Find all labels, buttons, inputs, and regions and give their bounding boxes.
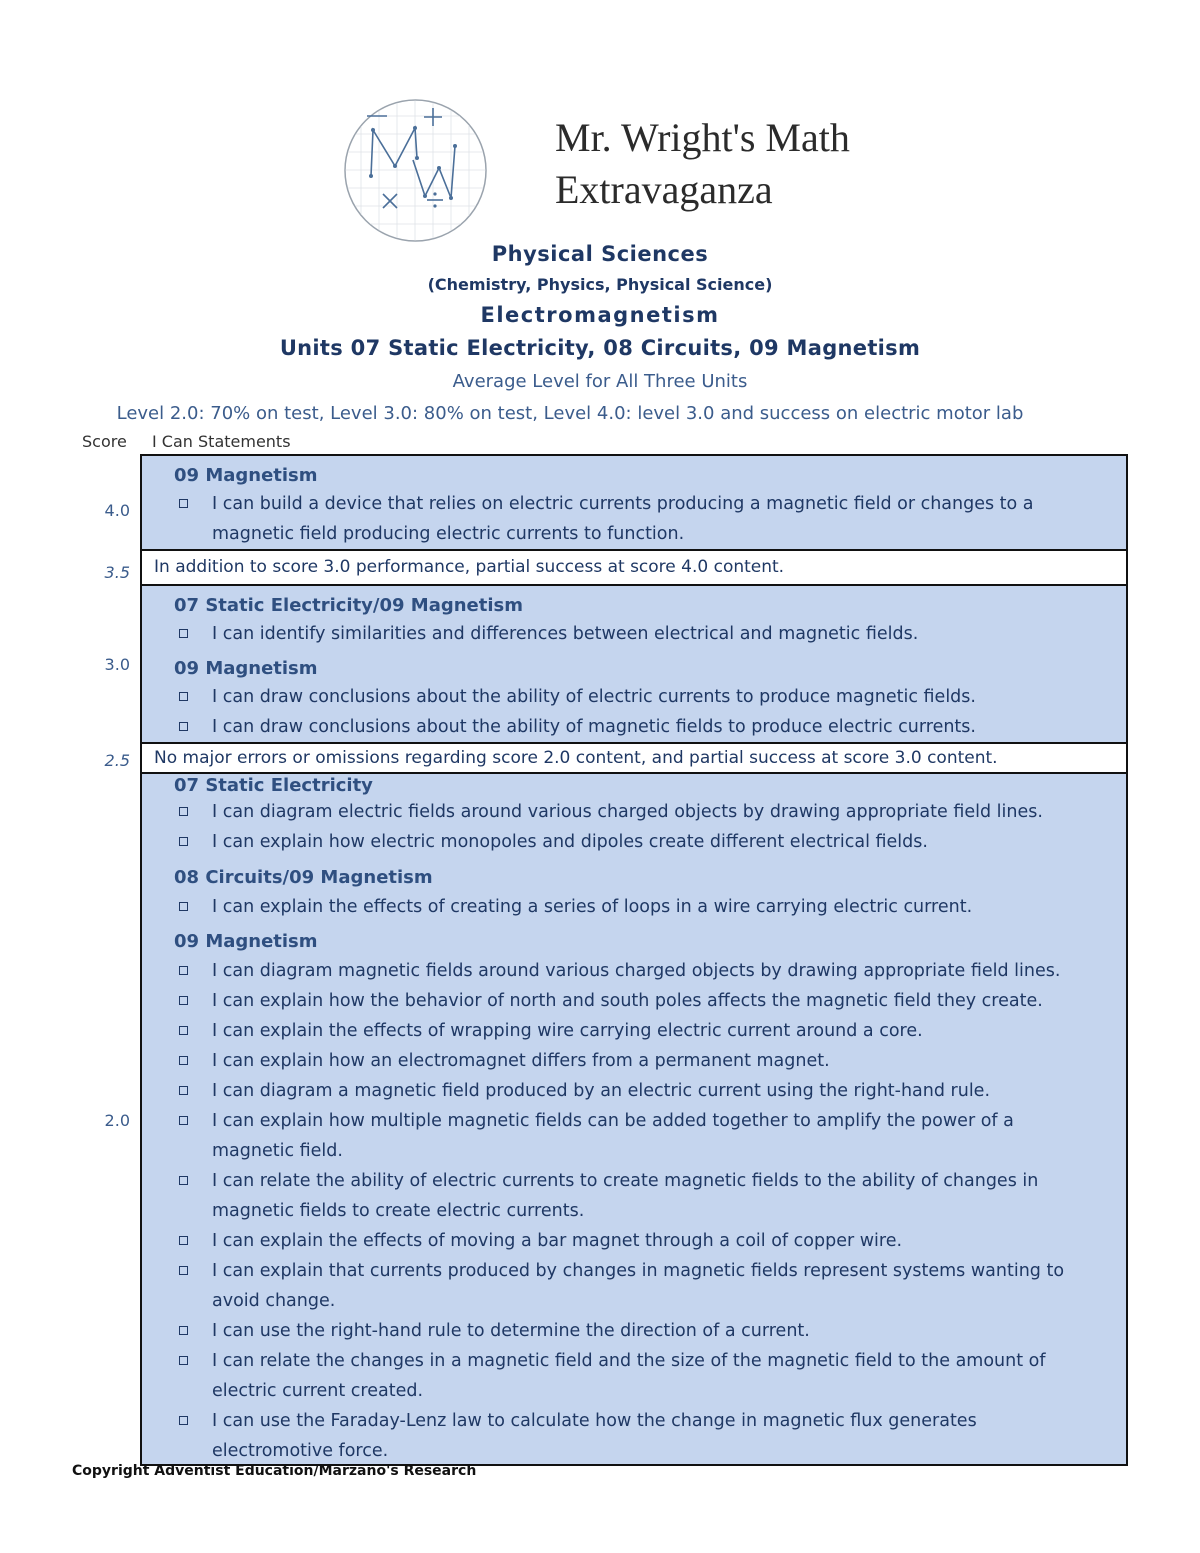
list-item: I can diagram magnetic fields around various charged objects by drawing appropriate field lines. [179, 956, 1099, 986]
section-title: 09 Magnetism [174, 465, 318, 486]
section-title: 09 Magnetism [174, 658, 318, 679]
score-3-5: 3.5 [104, 563, 130, 582]
rubric-row-2-0 [140, 772, 1128, 1466]
list-item: I can explain how electric monopoles and dipoles create different electrical fields. [179, 827, 1099, 857]
list-item: I can relate the ability of electric currents to create magnetic fields to the ability of changes in magnetic fields to create electric currents. [179, 1166, 1099, 1226]
list-item: I can draw conclusions about the ability of magnetic fields to produce electric currents. [179, 712, 1099, 742]
mw-logo-icon [343, 98, 488, 243]
checkbox-bullet-icon [179, 996, 188, 1005]
checkbox-bullet-icon [179, 1266, 188, 1275]
list-item: I can explain that currents produced by changes in magnetic fields represent systems wanting to avoid change. [179, 1256, 1099, 1316]
section-title: 08 Circuits/09 Magnetism [174, 867, 433, 888]
checkbox-bullet-icon [179, 1326, 188, 1335]
checkbox-bullet-icon [179, 1116, 188, 1125]
list-item: I can explain how the behavior of north and south poles affects the magnetic field they create. [179, 986, 1099, 1016]
list-item: I can use the right-hand rule to determine the direction of a current. [179, 1316, 1099, 1346]
subject-title: Physical Sciences [491, 242, 709, 266]
list-item: I can explain how an electromagnet differs from a permanent magnet. [179, 1046, 1099, 1076]
checkbox-bullet-icon [179, 1086, 188, 1095]
checkbox-bullet-icon [179, 499, 188, 508]
list-item: I can use the Faraday-Lenz law to calculate how the change in magnetic flux generates electromotive force. [179, 1406, 1099, 1466]
checkbox-bullet-icon [179, 902, 188, 911]
topic-title: Electromagnetism [480, 303, 720, 327]
branches-subtitle: (Chemistry, Physics, Physical Science) [427, 275, 773, 294]
list-item: I can diagram electric fields around various charged objects by drawing appropriate field lines. [179, 797, 1099, 827]
checkbox-bullet-icon [179, 807, 188, 816]
list-item: I can explain how multiple magnetic fields can be added together to amplify the power of a magnetic field. [179, 1106, 1099, 1166]
section-title: 07 Static Electricity/09 Magnetism [174, 595, 524, 616]
list-item: I can identify similarities and differences between electrical and magnetic fields. [179, 619, 1099, 649]
list-item: I can build a device that relies on electric currents producing a magnetic field or changes to a magnetic field producing electric currents to function. [179, 489, 1099, 549]
list-item: I can explain the effects of wrapping wire carrying electric current around a core. [179, 1016, 1099, 1046]
checkbox-bullet-icon [179, 837, 188, 846]
checkbox-bullet-icon [179, 1056, 188, 1065]
list-item: I can explain the effects of moving a bar magnet through a coil of copper wire. [179, 1226, 1099, 1256]
list-item: I can diagram a magnetic field produced by an electric current using the right-hand rule. [179, 1076, 1099, 1106]
score-2-5: 2.5 [104, 751, 130, 770]
rubric-row-3-0 [140, 584, 1128, 742]
brand-line-2: Extravaganza [555, 167, 773, 212]
row-note: In addition to score 3.0 performance, partial success at score 4.0 content. [154, 557, 785, 577]
rubric-row-2-5 [140, 742, 1128, 772]
rubric-row-3-5 [140, 549, 1128, 584]
column-header-score: Score [82, 432, 127, 451]
section-title: 07 Static Electricity [174, 775, 373, 796]
rubric-row-4-0 [140, 454, 1128, 549]
checkbox-bullet-icon [179, 722, 188, 731]
section-title: 09 Magnetism [174, 931, 318, 952]
checkbox-bullet-icon [179, 692, 188, 701]
list-item: I can explain the effects of creating a series of loops in a wire carrying electric current. [179, 892, 1099, 922]
checkbox-bullet-icon [179, 1236, 188, 1245]
units-title: Units 07 Static Electricity, 08 Circuits, 09 Magnetism [279, 336, 921, 360]
checkbox-bullet-icon [179, 1356, 188, 1365]
checkbox-bullet-icon [179, 1026, 188, 1035]
list-item: I can draw conclusions about the ability of electric currents to produce magnetic fields. [179, 682, 1099, 712]
row-note: No major errors or omissions regarding score 2.0 content, and partial success at score 3.0 content. [154, 748, 998, 768]
checkbox-bullet-icon [179, 629, 188, 638]
checkbox-bullet-icon [179, 1416, 188, 1425]
score-4-0: 4.0 [104, 501, 130, 520]
level-criteria: Level 2.0: 70% on test, Level 3.0: 80% on test, Level 4.0: level 3.0 and success on electric motor lab [116, 403, 1024, 424]
brand-line-1: Mr. Wright's Math [555, 115, 850, 160]
score-3-0: 3.0 [104, 655, 130, 674]
score-2-0: 2.0 [104, 1111, 130, 1130]
copyright-footer: Copyright Adventist Education/Marzano's Research [72, 1463, 477, 1479]
checkbox-bullet-icon [179, 1176, 188, 1185]
brand-title [555, 112, 850, 216]
list-item: I can relate the changes in a magnetic field and the size of the magnetic field to the amount of electric current created. [179, 1346, 1099, 1406]
checkbox-bullet-icon [179, 966, 188, 975]
column-header-statements: I Can Statements [152, 432, 291, 451]
average-level-note: Average Level for All Three Units [452, 371, 748, 392]
